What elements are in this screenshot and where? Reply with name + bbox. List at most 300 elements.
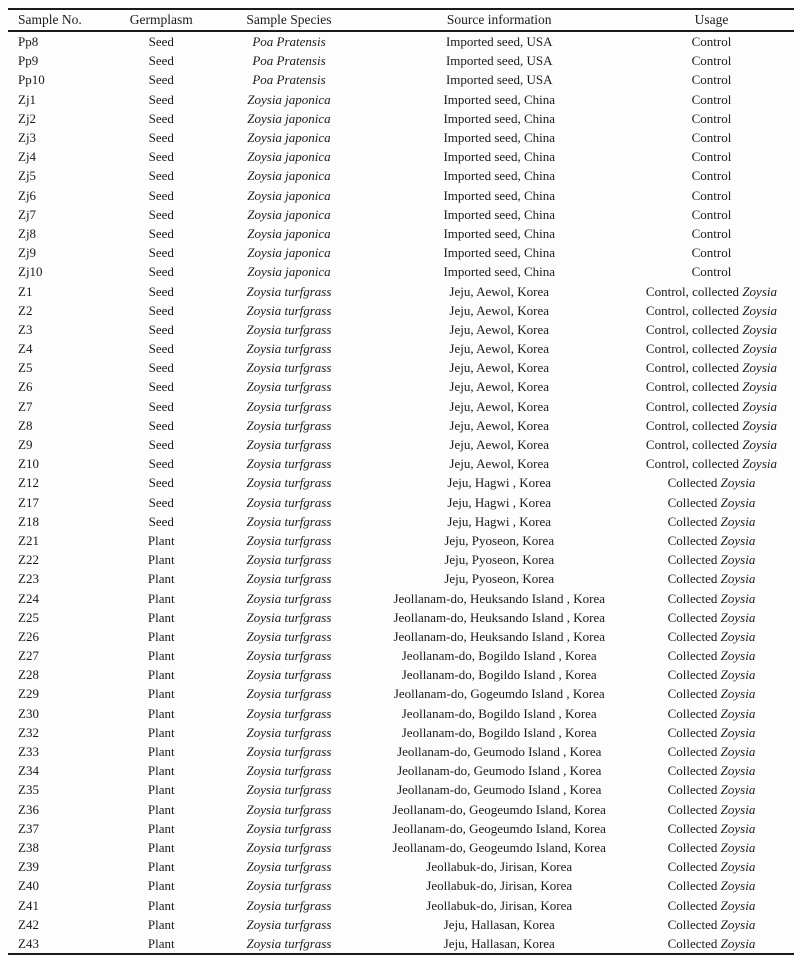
cell-sample-no: Zj4 — [18, 149, 37, 165]
cell-usage — [629, 493, 794, 512]
usage-plain-text: Control — [691, 34, 732, 50]
cell-sample-no: Z27 — [18, 648, 39, 664]
cell-usage — [629, 435, 794, 454]
cell-species: Zoysia turfgrass — [246, 379, 332, 395]
cell-sample-no: Z38 — [18, 839, 39, 855]
cell-usage — [629, 550, 794, 569]
cell-germplasm: Plant — [147, 628, 175, 644]
cell-germplasm: Seed — [148, 53, 174, 69]
table-row — [8, 742, 794, 761]
usage-plain-text: Collected — [667, 839, 721, 855]
cell-usage — [629, 704, 794, 723]
table-row — [8, 454, 794, 473]
column-header-source: Source information — [370, 9, 629, 31]
table-row — [8, 838, 794, 857]
cell-usage — [629, 838, 794, 857]
cell-germplasm: Seed — [148, 513, 174, 529]
cell-species: Zoysia turfgrass — [246, 417, 332, 433]
usage-plain-text: Collected — [667, 532, 721, 548]
cell-species: Zoysia turfgrass — [246, 571, 332, 587]
cell-germplasm: Plant — [147, 705, 175, 721]
cell-source: Imported seed, China — [443, 91, 556, 107]
cell-species: Zoysia japonica — [247, 264, 331, 280]
cell-usage — [629, 377, 794, 396]
cell-sample-no: Z23 — [18, 571, 39, 587]
cell-usage — [629, 800, 794, 819]
usage-italic-text: Zoysia — [720, 763, 756, 779]
cell-source: Jeju, Hagwi , Korea — [447, 475, 552, 491]
cell-sample-no: Z12 — [18, 475, 39, 491]
usage-italic-text: Zoysia — [720, 782, 756, 798]
cell-sample-no: Z1 — [18, 283, 33, 299]
cell-species: Zoysia turfgrass — [246, 475, 332, 491]
table-row — [8, 128, 794, 147]
cell-usage — [629, 876, 794, 895]
usage-italic-text: Zoysia — [720, 859, 756, 875]
cell-germplasm: Plant — [147, 609, 175, 625]
table-row — [8, 915, 794, 934]
cell-species: Zoysia turfgrass — [246, 763, 332, 779]
cell-germplasm: Seed — [148, 110, 174, 126]
cell-sample-no: Pp10 — [18, 72, 45, 88]
usage-plain-text: Control, collected — [645, 456, 743, 472]
usage-plain-text: Collected — [667, 859, 721, 875]
cell-source: Imported seed, USA — [445, 53, 553, 69]
cell-species: Zoysia turfgrass — [246, 437, 332, 453]
cell-germplasm: Plant — [147, 782, 175, 798]
usage-plain-text: Control, collected — [645, 437, 743, 453]
cell-species: Poa Pratensis — [252, 34, 326, 50]
cell-germplasm: Seed — [148, 456, 174, 472]
usage-plain-text: Control — [691, 264, 732, 280]
cell-germplasm: Seed — [148, 34, 174, 50]
cell-source: Jeollanam-do, Geogeumdo Island, Korea — [392, 820, 606, 836]
cell-usage — [629, 109, 794, 128]
cell-sample-no: Z9 — [18, 437, 33, 453]
cell-source: Jeju, Hallasan, Korea — [443, 916, 555, 932]
usage-plain-text: Control — [691, 130, 732, 146]
cell-species: Zoysia japonica — [247, 168, 331, 184]
table-row — [8, 780, 794, 799]
cell-source: Jeju, Hallasan, Korea — [443, 935, 555, 951]
cell-germplasm: Seed — [148, 168, 174, 184]
table-row — [8, 301, 794, 320]
usage-plain-text: Collected — [667, 724, 721, 740]
cell-source: Jeju, Aewol, Korea — [449, 437, 550, 453]
cell-germplasm: Plant — [147, 763, 175, 779]
cell-germplasm: Seed — [148, 417, 174, 433]
cell-usage — [629, 934, 794, 954]
cell-usage — [629, 51, 794, 70]
cell-usage — [629, 608, 794, 627]
usage-italic-text: Zoysia — [742, 417, 777, 433]
cell-species: Zoysia turfgrass — [246, 839, 332, 855]
usage-plain-text: Collected — [667, 916, 721, 932]
cell-species: Zoysia turfgrass — [246, 724, 332, 740]
cell-germplasm: Seed — [148, 398, 174, 414]
cell-sample-no: Zj7 — [18, 206, 37, 222]
cell-germplasm: Seed — [148, 321, 174, 337]
cell-species: Zoysia japonica — [247, 206, 331, 222]
usage-italic-text: Zoysia — [720, 897, 756, 913]
cell-usage — [629, 684, 794, 703]
usage-plain-text: Collected — [667, 935, 721, 951]
usage-italic-text: Zoysia — [742, 321, 777, 337]
table-row — [8, 166, 794, 185]
cell-sample-no: Z8 — [18, 417, 33, 433]
cell-sample-no: Z43 — [18, 935, 39, 951]
table-row — [8, 588, 794, 607]
cell-usage — [629, 416, 794, 435]
usage-plain-text: Collected — [667, 897, 721, 913]
cell-usage — [629, 128, 794, 147]
usage-plain-text: Control — [691, 53, 732, 69]
cell-germplasm: Seed — [148, 225, 174, 241]
cell-source: Jeollabuk-do, Jirisan, Korea — [426, 897, 573, 913]
cell-sample-no: Z10 — [18, 456, 39, 472]
usage-plain-text: Control — [691, 206, 732, 222]
table-row — [8, 358, 794, 377]
cell-sample-no: Z35 — [18, 782, 39, 798]
usage-italic-text: Zoysia — [720, 513, 756, 529]
usage-plain-text: Collected — [667, 782, 721, 798]
cell-sample-no: Z3 — [18, 321, 33, 337]
usage-italic-text: Zoysia — [742, 456, 777, 472]
column-header-sample-no: Sample No. — [8, 9, 114, 31]
usage-italic-text: Zoysia — [720, 590, 756, 606]
cell-sample-no: Z7 — [18, 398, 33, 414]
cell-germplasm: Plant — [147, 897, 175, 913]
cell-germplasm: Plant — [147, 648, 175, 664]
cell-sample-no: Z28 — [18, 667, 39, 683]
usage-plain-text: Collected — [667, 763, 721, 779]
usage-plain-text: Collected — [667, 667, 721, 683]
usage-italic-text: Zoysia — [720, 667, 756, 683]
usage-italic-text: Zoysia — [720, 839, 756, 855]
table-row — [8, 723, 794, 742]
column-header-species: Sample Species — [208, 9, 369, 31]
cell-source: Jeollanam-do, Gogeumdo Island , Korea — [393, 686, 605, 702]
usage-plain-text: Collected — [667, 705, 721, 721]
usage-plain-text: Control, collected — [645, 321, 743, 337]
cell-sample-no: Z40 — [18, 878, 39, 894]
cell-germplasm: Seed — [148, 245, 174, 261]
cell-sample-no: Z2 — [18, 302, 33, 318]
table-row — [8, 109, 794, 128]
usage-plain-text: Control — [691, 149, 732, 165]
cell-germplasm: Seed — [148, 475, 174, 491]
cell-sample-no: Zj9 — [18, 245, 37, 261]
cell-germplasm: Seed — [148, 206, 174, 222]
table-row — [8, 397, 794, 416]
usage-italic-text: Zoysia — [720, 686, 756, 702]
usage-plain-text: Control, collected — [645, 379, 743, 395]
cell-germplasm: Seed — [148, 360, 174, 376]
cell-germplasm: Plant — [147, 590, 175, 606]
usage-plain-text: Collected — [667, 513, 721, 529]
cell-species: Zoysia turfgrass — [246, 552, 332, 568]
cell-sample-no: Z21 — [18, 532, 39, 548]
cell-source: Jeollanam-do, Bogildo Island , Korea — [401, 667, 597, 683]
cell-source: Imported seed, China — [443, 225, 556, 241]
usage-plain-text: Collected — [667, 609, 721, 625]
column-header-usage: Usage — [629, 9, 794, 31]
table-row — [8, 186, 794, 205]
cell-usage — [629, 397, 794, 416]
cell-species: Zoysia turfgrass — [246, 341, 332, 357]
cell-usage — [629, 147, 794, 166]
cell-usage — [629, 224, 794, 243]
cell-germplasm: Plant — [147, 916, 175, 932]
cell-species: Zoysia turfgrass — [246, 398, 332, 414]
cell-source: Jeju, Aewol, Korea — [449, 321, 550, 337]
table-row — [8, 627, 794, 646]
cell-usage — [629, 512, 794, 531]
cell-source: Imported seed, China — [443, 149, 556, 165]
usage-italic-text: Zoysia — [720, 935, 756, 951]
usage-plain-text: Control — [691, 110, 732, 126]
table-row — [8, 800, 794, 819]
usage-italic-text: Zoysia — [720, 532, 756, 548]
cell-source: Imported seed, USA — [445, 72, 553, 88]
cell-species: Zoysia turfgrass — [246, 686, 332, 702]
cell-germplasm: Seed — [148, 149, 174, 165]
usage-italic-text: Zoysia — [720, 609, 756, 625]
table-row — [8, 876, 794, 895]
cell-usage — [629, 262, 794, 281]
cell-source: Imported seed, China — [443, 168, 556, 184]
cell-sample-no: Pp8 — [18, 34, 39, 50]
cell-species: Zoysia turfgrass — [246, 513, 332, 529]
table-row — [8, 761, 794, 780]
cell-germplasm: Seed — [148, 187, 174, 203]
cell-germplasm: Plant — [147, 552, 175, 568]
cell-germplasm: Plant — [147, 878, 175, 894]
usage-plain-text: Control — [691, 187, 732, 203]
usage-italic-text: Zoysia — [720, 724, 756, 740]
cell-species: Poa Pratensis — [252, 53, 326, 69]
usage-italic-text: Zoysia — [720, 571, 756, 587]
cell-sample-no: Z37 — [18, 820, 39, 836]
cell-usage — [629, 588, 794, 607]
usage-plain-text: Control, collected — [645, 360, 743, 376]
cell-source: Jeollabuk-do, Jirisan, Korea — [426, 859, 573, 875]
usage-italic-text: Zoysia — [720, 820, 756, 836]
usage-italic-text: Zoysia — [742, 283, 777, 299]
cell-species: Zoysia turfgrass — [246, 820, 332, 836]
usage-italic-text: Zoysia — [720, 878, 756, 894]
cell-usage — [629, 665, 794, 684]
table-row — [8, 70, 794, 89]
usage-italic-text: Zoysia — [720, 628, 756, 644]
cell-sample-no: Z4 — [18, 341, 33, 357]
cell-sample-no: Zj10 — [18, 264, 43, 280]
table-row — [8, 205, 794, 224]
usage-plain-text: Collected — [667, 475, 721, 491]
cell-germplasm: Plant — [147, 686, 175, 702]
cell-usage — [629, 31, 794, 51]
cell-sample-no: Z22 — [18, 552, 39, 568]
cell-source: Jeollanam-do, Bogildo Island , Korea — [401, 705, 597, 721]
table-row — [8, 281, 794, 300]
table-body — [8, 31, 794, 954]
cell-germplasm: Plant — [147, 801, 175, 817]
cell-species: Zoysia turfgrass — [246, 859, 332, 875]
cell-species: Zoysia turfgrass — [246, 494, 332, 510]
cell-source: Imported seed, USA — [445, 34, 553, 50]
cell-species: Zoysia turfgrass — [246, 782, 332, 798]
usage-italic-text: Zoysia — [720, 552, 756, 568]
cell-species: Zoysia japonica — [247, 130, 331, 146]
cell-germplasm: Seed — [148, 264, 174, 280]
table-row — [8, 608, 794, 627]
usage-plain-text: Collected — [667, 628, 721, 644]
cell-source: Jeju, Aewol, Korea — [449, 341, 550, 357]
table-row — [8, 704, 794, 723]
cell-source: Jeju, Aewol, Korea — [449, 456, 550, 472]
cell-usage — [629, 742, 794, 761]
cell-sample-no: Z30 — [18, 705, 39, 721]
cell-usage — [629, 819, 794, 838]
cell-source: Jeollanam-do, Heuksando Island , Korea — [393, 628, 606, 644]
cell-species: Zoysia japonica — [247, 245, 331, 261]
cell-sample-no: Z41 — [18, 897, 39, 913]
usage-plain-text: Collected — [667, 820, 721, 836]
cell-source: Jeollanam-do, Geumodo Island , Korea — [397, 744, 602, 760]
cell-germplasm: Seed — [148, 283, 174, 299]
cell-sample-no: Z18 — [18, 513, 39, 529]
cell-sample-no: Z6 — [18, 379, 33, 395]
cell-species: Zoysia japonica — [247, 91, 331, 107]
table-row — [8, 934, 794, 954]
usage-italic-text: Zoysia — [720, 801, 756, 817]
cell-usage — [629, 90, 794, 109]
usage-italic-text: Zoysia — [742, 437, 777, 453]
cell-germplasm: Seed — [148, 130, 174, 146]
cell-sample-no: Zj2 — [18, 110, 37, 126]
cell-usage — [629, 895, 794, 914]
cell-usage — [629, 761, 794, 780]
germplasm-sample-table — [8, 8, 794, 955]
cell-usage — [629, 186, 794, 205]
table-row — [8, 377, 794, 396]
table-row — [8, 339, 794, 358]
cell-sample-no: Z42 — [18, 916, 39, 932]
cell-species: Zoysia turfgrass — [246, 897, 332, 913]
usage-plain-text: Control, collected — [645, 417, 743, 433]
cell-germplasm: Seed — [148, 379, 174, 395]
cell-germplasm: Plant — [147, 935, 175, 951]
cell-germplasm: Seed — [148, 341, 174, 357]
cell-sample-no: Pp9 — [18, 53, 39, 69]
cell-species: Zoysia japonica — [247, 225, 331, 241]
cell-source: Imported seed, China — [443, 187, 556, 203]
cell-species: Zoysia turfgrass — [246, 801, 332, 817]
cell-species: Zoysia turfgrass — [246, 532, 332, 548]
usage-plain-text: Control — [691, 72, 732, 88]
usage-plain-text: Control — [691, 168, 732, 184]
cell-usage — [629, 166, 794, 185]
table-row — [8, 550, 794, 569]
cell-source: Jeollanam-do, Geogeumdo Island, Korea — [392, 801, 606, 817]
cell-sample-no: Z29 — [18, 686, 39, 702]
usage-italic-text: Zoysia — [742, 379, 777, 395]
table-row — [8, 31, 794, 51]
cell-species: Zoysia turfgrass — [246, 744, 332, 760]
usage-plain-text: Collected — [667, 494, 721, 510]
usage-plain-text: Control — [691, 225, 732, 241]
cell-source: Jeju, Hagwi , Korea — [447, 494, 552, 510]
header-row — [8, 9, 794, 31]
cell-species: Zoysia turfgrass — [246, 705, 332, 721]
cell-species: Zoysia turfgrass — [246, 302, 332, 318]
usage-italic-text: Zoysia — [720, 916, 756, 932]
cell-source: Jeju, Pyoseon, Korea — [444, 532, 555, 548]
usage-plain-text: Collected — [667, 686, 721, 702]
cell-sample-no: Zj5 — [18, 168, 37, 184]
cell-species: Zoysia turfgrass — [246, 878, 332, 894]
cell-source: Jeju, Aewol, Korea — [449, 302, 550, 318]
cell-sample-no: Z26 — [18, 628, 39, 644]
cell-germplasm: Plant — [147, 820, 175, 836]
usage-plain-text: Collected — [667, 571, 721, 587]
table-row — [8, 512, 794, 531]
usage-italic-text: Zoysia — [720, 475, 756, 491]
table-row — [8, 665, 794, 684]
cell-sample-no: Zj6 — [18, 187, 37, 203]
table-row — [8, 90, 794, 109]
cell-species: Zoysia turfgrass — [246, 609, 332, 625]
cell-source: Jeju, Pyoseon, Korea — [444, 552, 555, 568]
cell-species: Zoysia turfgrass — [246, 628, 332, 644]
usage-plain-text: Collected — [667, 590, 721, 606]
table-row — [8, 895, 794, 914]
cell-species: Zoysia turfgrass — [246, 667, 332, 683]
cell-usage — [629, 454, 794, 473]
cell-species: Zoysia turfgrass — [246, 283, 332, 299]
cell-source: Jeollanam-do, Geumodo Island , Korea — [397, 763, 602, 779]
cell-germplasm: Seed — [148, 302, 174, 318]
cell-sample-no: Z17 — [18, 494, 39, 510]
table-row — [8, 493, 794, 512]
column-header-germplasm: Germplasm — [114, 9, 208, 31]
cell-germplasm: Plant — [147, 839, 175, 855]
usage-plain-text: Collected — [667, 878, 721, 894]
usage-plain-text: Control — [691, 91, 732, 107]
table-row — [8, 147, 794, 166]
cell-usage — [629, 243, 794, 262]
cell-species: Poa Pratensis — [252, 72, 326, 88]
cell-species: Zoysia turfgrass — [246, 321, 332, 337]
cell-sample-no: Z32 — [18, 724, 39, 740]
usage-plain-text: Control, collected — [645, 302, 743, 318]
cell-source: Jeollanam-do, Geumodo Island , Korea — [397, 782, 602, 798]
cell-usage — [629, 320, 794, 339]
cell-usage — [629, 915, 794, 934]
cell-usage — [629, 646, 794, 665]
cell-sample-no: Zj1 — [18, 91, 37, 107]
cell-source: Jeju, Aewol, Korea — [449, 283, 550, 299]
cell-usage — [629, 205, 794, 224]
table-row — [8, 819, 794, 838]
cell-germplasm: Seed — [148, 437, 174, 453]
cell-germplasm: Seed — [148, 72, 174, 88]
cell-sample-no: Z24 — [18, 590, 39, 606]
cell-germplasm: Seed — [148, 494, 174, 510]
usage-italic-text: Zoysia — [742, 360, 777, 376]
cell-sample-no: Z33 — [18, 744, 39, 760]
usage-plain-text: Control, collected — [645, 341, 743, 357]
